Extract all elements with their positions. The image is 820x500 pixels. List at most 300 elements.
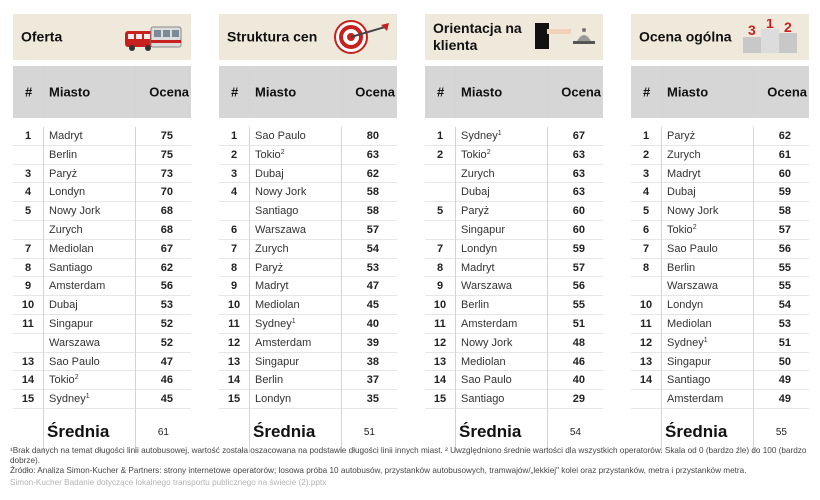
rank-cell: 3 [230, 167, 238, 180]
score-cell: 55 [778, 261, 791, 274]
city-cell [255, 168, 284, 180]
rank-cell: 5 [436, 205, 444, 218]
table-row [631, 221, 809, 240]
rank-cell: 14 [227, 374, 241, 387]
city-cell [49, 168, 77, 180]
score-cell: 70 [160, 186, 173, 199]
rank-cell: 8 [642, 261, 650, 274]
city-cell [461, 337, 512, 349]
table-row [425, 390, 603, 409]
city-cell [667, 393, 723, 405]
table-row [631, 315, 809, 334]
city-name: Berlin [667, 261, 696, 274]
service-bell-icon [533, 19, 597, 55]
city-name: Singapur [461, 223, 506, 236]
city-cell [461, 149, 491, 161]
score-cell: 50 [778, 355, 791, 368]
city-name: Mediolan [255, 299, 300, 312]
score-cell: 59 [572, 242, 585, 255]
city-cell [49, 149, 77, 161]
city-name: Warszawa [461, 280, 512, 293]
column-header-score: Ocena [149, 84, 189, 100]
ranking-list [425, 127, 603, 409]
column-header-city: Miasto [255, 84, 297, 100]
table-row [631, 353, 809, 372]
rank-cell: 14 [639, 374, 653, 387]
rank-cell: 7 [24, 242, 32, 255]
city-name: Amsterdam [667, 393, 724, 406]
city-cell [461, 243, 497, 255]
city-name: Sao Paulo [49, 355, 100, 368]
rank-cell: 13 [433, 355, 447, 368]
table-row [425, 127, 603, 146]
city-cell [49, 280, 105, 292]
city-name: Zurych [667, 148, 701, 161]
score-cell: 54 [778, 299, 791, 312]
rank-cell: 3 [642, 167, 650, 180]
table-row [13, 202, 191, 221]
city-name: Dubaj [49, 299, 78, 312]
city-name: Nowy Jork [461, 336, 513, 349]
rank-cell: 3 [24, 167, 32, 180]
city-name: Amsterdam [255, 336, 312, 349]
table-row [13, 390, 191, 409]
panel-header [425, 14, 603, 60]
score-cell: 68 [160, 205, 173, 218]
score-cell: 57 [572, 261, 585, 274]
column-header-number: # [231, 84, 239, 100]
city-cell [667, 280, 718, 292]
bus-train-icon [121, 19, 185, 55]
footnote-marker: 1 [291, 317, 296, 325]
score-cell: 56 [572, 280, 585, 293]
city-cell [461, 374, 512, 386]
city-cell [255, 149, 285, 161]
ranking-list [13, 127, 191, 409]
rank-cell: 12 [433, 336, 447, 349]
footnote-marker: 1 [703, 336, 708, 344]
score-cell: 51 [572, 317, 585, 330]
average-value: 51 [363, 426, 375, 438]
footnote-marker: 1 [497, 130, 502, 137]
city-name: Nowy Jork [49, 205, 101, 218]
table-row [425, 183, 603, 202]
table-row [13, 371, 191, 390]
table-row [219, 334, 397, 353]
column-header-score: Ocena [767, 84, 807, 100]
city-name: Sao Paulo [461, 374, 512, 387]
table-row [219, 259, 397, 278]
rank-cell: 10 [639, 299, 653, 312]
score-cell: 52 [160, 336, 173, 349]
score-cell: 52 [160, 317, 173, 330]
city-cell [667, 262, 695, 274]
footnote-marker: 2 [74, 374, 79, 382]
city-cell [49, 393, 90, 405]
column-header-city: Miasto [461, 84, 503, 100]
city-name: Santiago [667, 374, 711, 387]
table-header [219, 66, 397, 118]
rank-cell: 13 [21, 355, 35, 368]
city-name: Santiago [255, 205, 299, 218]
column-divider [249, 127, 250, 453]
column-header-number: # [25, 84, 33, 100]
table-row [631, 240, 809, 259]
rank-cell: 5 [642, 205, 650, 218]
city-cell [667, 168, 701, 180]
city-cell [255, 262, 283, 274]
table-row [425, 296, 603, 315]
panel-ocena-ogolna [631, 14, 809, 453]
city-cell [49, 337, 100, 349]
city-name: Sydney [49, 393, 86, 406]
city-cell [461, 318, 517, 330]
city-cell [461, 262, 495, 274]
score-cell: 39 [366, 336, 379, 349]
column-divider [661, 127, 662, 453]
score-cell: 68 [160, 223, 173, 236]
score-cell: 58 [366, 205, 379, 218]
city-cell [49, 205, 100, 217]
score-cell: 67 [572, 130, 585, 142]
table-row [425, 353, 603, 372]
city-cell [255, 243, 289, 255]
table-row [13, 277, 191, 296]
rank-cell: 2 [642, 148, 650, 161]
city-name: Paryż [667, 130, 696, 142]
score-cell: 49 [778, 374, 791, 387]
column-divider [455, 127, 456, 453]
score-cell: 35 [366, 393, 379, 406]
svg-text:1: 1 [766, 19, 774, 31]
city-cell [461, 186, 490, 198]
score-cell: 47 [366, 280, 379, 293]
rank-cell: 7 [436, 242, 444, 255]
city-cell [667, 149, 701, 161]
panel-title: Oferta [21, 28, 63, 45]
average-value: 55 [775, 426, 787, 438]
table-row [425, 315, 603, 334]
table-row [13, 259, 191, 278]
city-name: Madryt [461, 261, 495, 274]
city-cell [49, 243, 94, 255]
table-row [631, 259, 809, 278]
city-cell [667, 205, 718, 217]
rank-cell: 10 [433, 299, 447, 312]
table-row [219, 221, 397, 240]
score-cell: 63 [572, 148, 585, 161]
score-cell: 54 [366, 242, 379, 255]
table-row [425, 221, 603, 240]
footnote-marker: 2 [692, 223, 697, 231]
column-divider [753, 127, 754, 453]
city-cell [667, 243, 718, 255]
rank-cell: 1 [642, 130, 650, 142]
table-row [219, 353, 397, 372]
source-note: Źródło: Analiza Simon-Kucher & Partners: strony internetowe operatorów; losowa próba 10 autobusów, przystanków autobusowych, tramwajów/„lekkiej" kolei oraz przystanków, metra i przystanków metra. [10, 466, 747, 475]
panel-title: Struktura cen [227, 28, 318, 45]
table-row [631, 296, 809, 315]
city-name: Dubaj [667, 186, 696, 199]
table-row [219, 127, 397, 146]
rank-cell: 2 [436, 148, 444, 161]
city-cell [49, 224, 83, 236]
city-cell [461, 130, 502, 142]
city-name: Tokio [255, 148, 281, 161]
city-name: Tokio [461, 148, 487, 161]
rank-cell: 4 [642, 186, 650, 199]
city-name: Warszawa [49, 336, 100, 349]
table-row [631, 146, 809, 165]
city-cell [255, 393, 291, 405]
city-name: Amsterdam [461, 317, 518, 330]
city-name: Tokio [667, 223, 693, 236]
city-cell [667, 186, 696, 198]
rank-cell: 10 [21, 299, 35, 312]
panel-struktura-cen [219, 14, 397, 453]
column-header-score: Ocena [355, 84, 395, 100]
table-row [219, 183, 397, 202]
average-value: 61 [157, 426, 169, 438]
target-dart-icon [327, 19, 391, 55]
table-row [425, 146, 603, 165]
column-header-score: Ocena [561, 84, 601, 100]
score-cell: 63 [572, 167, 585, 180]
city-name: Sydney [255, 317, 292, 330]
score-cell: 60 [572, 223, 585, 236]
city-name: Paryż [461, 205, 490, 218]
svg-text:3: 3 [748, 22, 756, 38]
table-header [425, 66, 603, 118]
column-divider [341, 127, 342, 453]
score-cell: 57 [778, 223, 791, 236]
score-cell: 63 [572, 186, 585, 199]
rank-cell: 9 [230, 280, 238, 293]
city-name: Berlin [461, 299, 490, 312]
city-name: Singapur [255, 355, 300, 368]
footnote-text: ¹Brak danych na temat długości linii autobusowej, wartość została oszacowana na podstawie długości linii innych miast. ² Uwzględniono średnie wartości dla wszystkich operatorów. Skala od 0 (bardzo źle) do 100 (bardzo dobrze). [10, 446, 807, 465]
rank-cell: 13 [639, 355, 653, 368]
score-cell: 38 [366, 355, 379, 368]
rank-cell: 15 [433, 393, 447, 406]
table-row [219, 240, 397, 259]
city-name: Singapur [667, 355, 712, 368]
table-row [631, 127, 809, 146]
score-cell: 56 [778, 242, 791, 255]
rank-cell: 14 [433, 374, 447, 387]
score-cell: 55 [778, 280, 791, 293]
city-cell [255, 356, 299, 368]
average-label: Średnia [253, 421, 316, 441]
score-cell: 58 [778, 205, 791, 218]
score-cell: 29 [572, 393, 585, 406]
table-row [425, 165, 603, 184]
city-cell [49, 186, 85, 198]
score-cell: 75 [160, 130, 173, 142]
ranking-list [631, 127, 809, 409]
city-cell [255, 374, 283, 386]
city-name: Tokio [49, 374, 75, 387]
score-cell: 53 [778, 317, 791, 330]
score-cell: 62 [366, 167, 379, 180]
city-name: Amsterdam [49, 280, 106, 293]
average-label: Średnia [47, 421, 110, 441]
city-name: Dubaj [461, 186, 490, 199]
score-cell: 37 [366, 374, 379, 387]
footnote-marker: 1 [85, 393, 90, 401]
score-cell: 60 [778, 167, 791, 180]
panel-title: Ocena ogólna [639, 28, 732, 45]
city-name: Londyn [255, 393, 292, 406]
table-row [13, 240, 191, 259]
footnotes [10, 446, 810, 488]
city-name: Sydney [461, 130, 498, 142]
rank-cell: 13 [227, 355, 241, 368]
rank-cell: 8 [24, 261, 32, 274]
city-name: Singapur [49, 317, 94, 330]
city-name: Madryt [255, 280, 289, 293]
city-name: Zurych [255, 242, 289, 255]
city-name: Londyn [667, 299, 704, 312]
rank-cell: 7 [230, 242, 238, 255]
table-row [219, 296, 397, 315]
city-cell [49, 262, 92, 274]
column-header-number: # [437, 84, 445, 100]
city-name: Zurych [461, 167, 495, 180]
score-cell: 57 [366, 223, 379, 236]
score-cell: 49 [778, 393, 791, 406]
city-cell [667, 224, 697, 236]
city-cell [255, 337, 311, 349]
panel-oferta [13, 14, 191, 453]
city-cell [49, 318, 93, 330]
table-row [219, 202, 397, 221]
score-cell: 61 [778, 148, 791, 161]
average-value: 54 [569, 426, 581, 438]
city-cell [667, 299, 703, 311]
column-header-city: Miasto [49, 84, 91, 100]
rank-cell: 5 [24, 205, 32, 218]
score-cell: 45 [160, 393, 173, 406]
city-name: Berlin [49, 148, 78, 161]
podium-icon [739, 19, 803, 55]
table-header [13, 66, 191, 118]
table-row [13, 334, 191, 353]
city-cell [49, 130, 83, 142]
panel-header [13, 14, 191, 60]
table-row [425, 259, 603, 278]
table-row [219, 371, 397, 390]
score-cell: 45 [366, 299, 379, 312]
rank-cell: 4 [230, 186, 238, 199]
city-cell [461, 299, 489, 311]
rank-cell: 11 [434, 317, 446, 330]
rank-cell: 11 [228, 317, 240, 330]
city-cell [667, 337, 708, 349]
score-cell: 59 [778, 186, 791, 199]
table-row [219, 146, 397, 165]
city-name: Madryt [49, 130, 83, 142]
city-name: Sao Paulo [667, 242, 718, 255]
city-name: Nowy Jork [667, 205, 719, 218]
score-cell: 67 [160, 242, 173, 255]
city-cell [255, 205, 298, 217]
score-cell: 56 [160, 280, 173, 293]
table-row [219, 315, 397, 334]
rank-cell: 10 [227, 299, 241, 312]
score-cell: 53 [366, 261, 379, 274]
rank-cell: 1 [436, 130, 444, 142]
column-divider [135, 127, 136, 453]
table-row [13, 315, 191, 334]
city-cell [255, 299, 300, 311]
table-row [13, 146, 191, 165]
score-cell: 62 [160, 261, 173, 274]
score-cell: 80 [366, 130, 379, 142]
score-cell: 48 [572, 336, 585, 349]
table-row [219, 165, 397, 184]
column-header-number: # [643, 84, 651, 100]
column-divider [547, 127, 548, 453]
city-name: Londyn [49, 186, 86, 199]
rank-cell: 12 [639, 336, 653, 349]
score-cell: 53 [160, 299, 173, 312]
rank-cell: 11 [22, 317, 34, 330]
score-cell: 40 [366, 317, 379, 330]
table-row [425, 202, 603, 221]
svg-text:2: 2 [784, 19, 792, 35]
city-cell [49, 299, 78, 311]
city-cell [255, 318, 296, 330]
rank-cell: 7 [642, 242, 650, 255]
score-cell: 46 [160, 374, 173, 387]
city-name: Zurych [49, 223, 83, 236]
city-cell [461, 168, 495, 180]
table-row [13, 183, 191, 202]
city-cell [461, 393, 504, 405]
table-row [425, 334, 603, 353]
city-name: Warszawa [667, 280, 718, 293]
column-header-city: Miasto [667, 84, 709, 100]
rank-cell: 2 [230, 148, 238, 161]
rank-cell: 15 [227, 393, 241, 406]
score-cell: 75 [160, 148, 173, 161]
city-name: Nowy Jork [255, 186, 307, 199]
city-name: Berlin [255, 374, 284, 387]
table-row [631, 390, 809, 409]
city-cell [255, 280, 289, 292]
score-cell: 51 [778, 336, 791, 349]
city-cell [667, 130, 695, 142]
city-name: Warszawa [255, 223, 306, 236]
rank-cell: 1 [24, 130, 32, 142]
city-name: Madryt [667, 167, 701, 180]
city-cell [49, 374, 79, 386]
city-cell [255, 224, 306, 236]
city-name: Paryż [255, 261, 284, 274]
city-name: Santiago [49, 261, 93, 274]
rank-cell: 11 [640, 317, 652, 330]
score-cell: 62 [778, 130, 791, 142]
table-header [631, 66, 809, 118]
ranking-list [219, 127, 397, 409]
city-cell [255, 130, 306, 142]
table-row [631, 202, 809, 221]
rank-cell: 15 [21, 393, 35, 406]
rank-cell: 9 [24, 280, 32, 293]
rank-cell: 12 [227, 336, 241, 349]
city-name: Dubaj [255, 167, 284, 180]
